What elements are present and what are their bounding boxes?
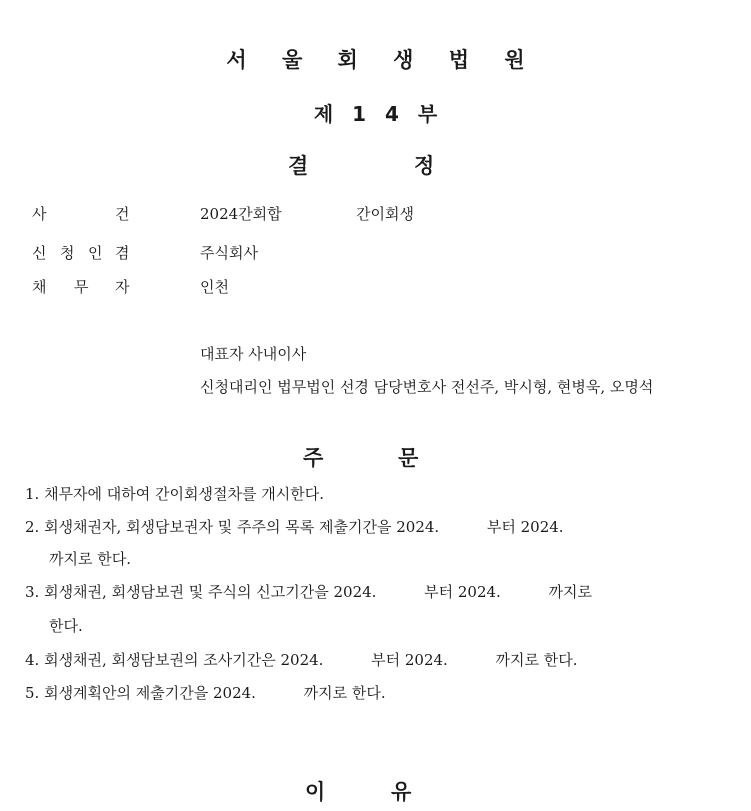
- applicant-label-char: 겸: [115, 244, 130, 262]
- decision-title-left: 결: [288, 154, 309, 178]
- debtor-label-char: 채: [32, 278, 47, 296]
- order-item: 5. 회생계획안의 제출기간을 2024. 까지로 한다.: [25, 684, 386, 702]
- order-title-left: 주: [303, 446, 324, 470]
- order-item: 2. 회생채권자, 회생담보권자 및 주주의 목록 제출기간을 2024. 부터 2024.: [25, 518, 564, 536]
- applicant-value: 주식회사: [200, 244, 258, 262]
- debtor-value: 인천: [200, 278, 229, 296]
- court-name: 서 울 회 생 법 원: [226, 48, 539, 72]
- division-name: 제 1 4 부: [313, 102, 444, 126]
- order-item-continuation: 한다.: [49, 617, 83, 635]
- representative: 대표자 사내이사: [200, 345, 307, 363]
- reason-title-right: 유: [391, 780, 412, 804]
- decision-title-right: 정: [414, 154, 435, 178]
- debtor-label-char: 무: [74, 278, 89, 296]
- agent: 신청대리인 법무법인 선경 담당변호사 전선주, 박시형, 현병욱, 오명석: [200, 378, 654, 396]
- applicant-label-char: 인: [88, 244, 103, 262]
- order-item: 3. 회생채권, 회생담보권 및 주식의 신고기간을 2024. 부터 2024. 까지로: [25, 583, 592, 601]
- order-item: 4. 회생채권, 회생담보권의 조사기간은 2024. 부터 2024. 까지로 한다.: [25, 651, 578, 669]
- case-number: 2024간회합: [200, 205, 282, 223]
- order-title-right: 문: [398, 446, 419, 470]
- applicant-label-char: 신: [32, 244, 47, 262]
- case-label-char: 건: [115, 205, 130, 223]
- applicant-label-char: 청: [60, 244, 75, 262]
- order-item-continuation: 까지로 한다.: [49, 550, 131, 568]
- debtor-label-char: 자: [115, 278, 130, 296]
- case-type: 간이회생: [356, 205, 414, 223]
- reason-title-left: 이: [305, 780, 326, 804]
- case-label-char: 사: [32, 205, 47, 223]
- order-item: 1. 채무자에 대하여 간이회생절차를 개시한다.: [25, 485, 324, 503]
